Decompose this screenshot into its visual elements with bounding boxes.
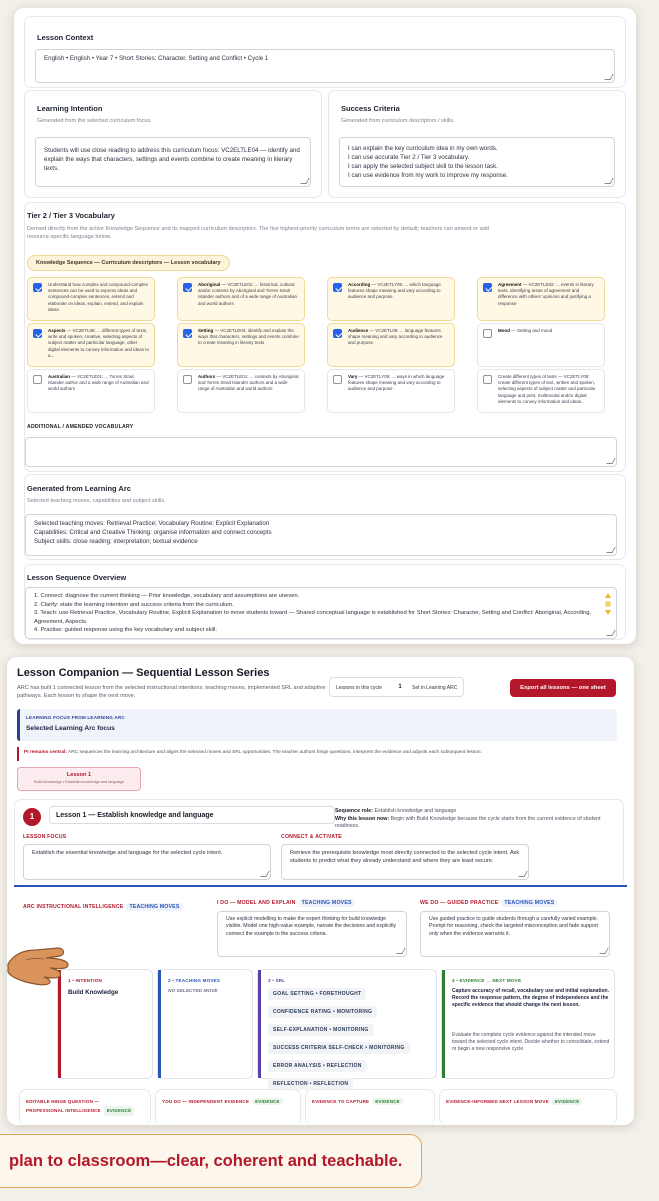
- teaching-moves-label: 2 • TEACHING MOVES: [168, 978, 221, 983]
- vocab-checkbox[interactable]: [33, 283, 42, 292]
- i-do-field[interactable]: Use explicit modelling to make the expert thinking for build knowledge visible. Model one high-value example, narrate the decisions and explicitly connect the example to the success criteria.: [217, 911, 407, 957]
- srl-chip: SELF-EXPLANATION • MONITORING: [268, 1024, 374, 1036]
- lesson-companion-card: [7, 657, 634, 1125]
- companion-description: ARC has built 1 connected lesson from the selected instructional intentions, teaching moves, implemented SRL and adaptive pathways. Each lesson to shape the next move.: [17, 685, 326, 699]
- vocab-description: — VC2ETLE01: ... contexts by Aboriginal and Torres Strait Islander authors and a wide range of Australian and world authors: [198, 374, 299, 392]
- vocab-card[interactable]: [27, 369, 155, 413]
- lesson-sequence-section: [24, 564, 626, 640]
- vocab-checkbox[interactable]: [483, 375, 492, 384]
- evidence-bar: [442, 970, 445, 1078]
- vocab-card[interactable]: [177, 323, 305, 367]
- connect-activate-label: CONNECT & ACTIVATE: [281, 834, 342, 840]
- hinge-text-2: PROFESSIONAL INTELLIGENCE: [26, 1108, 101, 1113]
- scroll-down-arrow-icon[interactable]: [605, 610, 611, 615]
- vocab-term: Australian: [48, 374, 71, 379]
- vocab-description: — Setting and mood: [510, 328, 553, 333]
- vocab-checkbox[interactable]: [183, 283, 192, 292]
- evidence-bold: Capture accuracy of recall, vocabulary use and initial explanation. Record the response pattern, the degree of independence and the specific evidence that should change the next lesson.: [452, 988, 609, 1008]
- footer-banner-text: plan to classroom—clear, coherent and teachable.: [9, 1152, 403, 1170]
- learning-focus-kicker: LEARNING FOCUS FROM LEARNING ARC: [26, 715, 125, 720]
- lesson-tab-title: Lesson 1: [66, 772, 92, 778]
- vocab-term: Aboriginal: [198, 282, 221, 287]
- arc-intelligence-text: ARC INSTRUCTIONAL INTELLIGENCE: [23, 904, 124, 910]
- lesson-sequence-title: Lesson Sequence Overview: [27, 573, 127, 582]
- additional-vocabulary-label: ADDITIONAL / AMENDED VOCABULARY: [27, 424, 134, 430]
- central-note-text: ARC sequences the learning architecture and aligns the selected moves and SRL opportunities. The teacher authors hinge questions, interprets the evidence and adjusts each subsequent lesson.: [66, 750, 482, 755]
- connect-activate-field[interactable]: Retrieve the prerequisite knowledge most directly connected to the selected cycle intent. Ask students to predict what they already understand and where they are least secure.: [281, 844, 529, 880]
- vocab-term: Mood: [498, 328, 510, 333]
- lesson-tab-sub: Build knowledge • Establish knowledge and language: [34, 780, 124, 784]
- next-move-label: [446, 1098, 582, 1105]
- evidence-capture-box: [305, 1089, 435, 1125]
- evidence-capture-text: EVIDENCE TO CAPTURE: [312, 1099, 370, 1104]
- srl-chip: ERROR ANALYSIS • REFLECTION: [268, 1060, 367, 1072]
- vocab-card[interactable]: [327, 277, 455, 321]
- vocabulary-section: [24, 202, 626, 472]
- you-do-box: [155, 1089, 301, 1125]
- learning-intention-section: [24, 90, 322, 198]
- i-do-label: [217, 899, 355, 907]
- we-do-field[interactable]: Use guided practice to guide students through a carefully varied example. Prompt for reasoning, check the targeted misconception and fade support only when the evidence warrants it.: [420, 911, 610, 957]
- we-do-text: WE DO — GUIDED PRACTICE: [420, 900, 499, 906]
- vocab-term: Vary: [348, 374, 358, 379]
- intention-label: 1 • INTENTION: [68, 978, 103, 983]
- vocab-card[interactable]: [477, 369, 605, 413]
- lesson-focus-field[interactable]: Establish the essential knowledge and language for the selected cycle intent.: [23, 844, 271, 880]
- vocab-checkbox[interactable]: [483, 329, 492, 338]
- lessons-count-box: [329, 677, 464, 697]
- learning-intention-field[interactable]: Students will use close reading to address this curriculum focus: VC2ELTLE04 — identify and explain the ways that characters, settings and events combine to create meaning in literary texts.: [35, 137, 311, 187]
- lesson-number-badge: 1: [23, 808, 41, 826]
- success-criteria-section: [328, 90, 626, 198]
- lesson-context-section: [24, 16, 626, 88]
- vocab-checkbox[interactable]: [333, 375, 342, 384]
- lesson-tab-1[interactable]: [17, 767, 141, 791]
- srl-chip: REFLECTION • REFLECTION: [268, 1078, 353, 1090]
- additional-vocabulary-field[interactable]: [25, 437, 617, 467]
- srl-chip-list: [268, 988, 410, 1096]
- learning-arc-title: Generated from Learning Arc: [27, 484, 131, 493]
- pointing-hand-icon: [6, 936, 76, 988]
- vocab-term: Agreement: [498, 282, 522, 287]
- vocab-description: — VC2ETLE02: ... events in literary texts, identifying areas of agreement and difference with others' opinions and justifying a response: [498, 282, 594, 306]
- lesson-1-panel: [14, 799, 624, 887]
- vocab-checkbox[interactable]: [183, 329, 192, 338]
- lesson-focus-label: LESSON FOCUS: [23, 834, 67, 840]
- vocab-card[interactable]: [27, 277, 155, 321]
- srl-chip: GOAL SETTING • FORETHOUGHT: [268, 988, 366, 1000]
- vocab-description: — VC2ETLY05: ... which language features shape meaning and vary according to audience and purpose: [348, 282, 441, 300]
- success-criteria-field[interactable]: I can explain the key curriculum idea in my own words. I can use accurate Tier 2 / Tier 3 vocabulary. I can apply the selected subject skill to the lesson task. I can use evidence from my work to improve my response.: [339, 137, 615, 187]
- vocab-card[interactable]: [177, 369, 305, 413]
- vocab-term: Setting: [198, 328, 214, 333]
- we-do-tag: TEACHING MOVES: [501, 899, 557, 907]
- vocab-checkbox[interactable]: [183, 375, 192, 384]
- evidence-capture-label: [312, 1098, 403, 1105]
- srl-chip: SUCCESS CRITERIA SELF-CHECK • MONITORING: [268, 1042, 410, 1054]
- hinge-evidence-tag: EVIDENCE: [104, 1106, 135, 1116]
- srl-card: [257, 969, 437, 1087]
- you-do-evidence-tag: EVIDENCE: [252, 1098, 283, 1105]
- vocab-term: According: [348, 282, 371, 287]
- success-criteria-title: Success Criteria: [341, 104, 400, 113]
- evidence-label: 4 • EVIDENCE → NEXT MOVE: [452, 978, 522, 983]
- hinge-text: EDITABLE HINGE QUESTION —: [26, 1099, 100, 1104]
- lesson-context-title: Lesson Context: [37, 33, 94, 42]
- evidence-text: Evaluate the complete cycle evidence against the intended move toward the selected cycle intent. Decide whether to consolidate, extend or begin a new responsive cycle.: [452, 1032, 610, 1052]
- teaching-moves-bar: [158, 970, 161, 1078]
- i-do-text: I DO — MODEL AND EXPLAIN: [217, 900, 296, 906]
- vocab-term: Aspects: [48, 328, 66, 333]
- vocabulary-title: Tier 2 / Tier 3 Vocabulary: [27, 211, 115, 220]
- sequence-role-label: Sequence role:: [335, 808, 373, 814]
- vocab-term: Audience: [348, 328, 369, 333]
- why-lesson-label: Why this lesson now:: [335, 815, 390, 822]
- success-criteria-subtitle: Generated from curriculum descriptors / skills.: [341, 118, 455, 124]
- lesson-sequence-field[interactable]: 1. Connect: diagnose the current thinking — Prior knowledge, vocabulary and assumptions are uneven. 2. Clarify: state the learning intention and success criteria from the curriculum. 3. Teach: use Retrieval Practice, Vocabulary Routine, Explicit Explanation to move students toward — Shared conceptual language is established for Short Stories: Character, Setting and Conflict: Aboriginal, According, Agreement, Aspects. 4. Practise: guided response using the key vocabulary and subject skill.: [25, 587, 617, 639]
- vocab-checkbox[interactable]: [333, 329, 342, 338]
- vocab-description: Create different types of texts — VC2ETLY08: create different types of text, written and spoken, selecting aspects of subject matter and particular language and print, multimodal and/or digital elements to convey information and ideas...: [498, 374, 596, 404]
- vocab-description: — VC2ETLE01: ... Torres Strait Islander author and a wide range of Australian and world authors: [48, 374, 149, 392]
- learning-arc-section: [24, 474, 626, 560]
- vocab-description: — VC2ETL08: ... different types of texts, write and spoken, creative, selecting aspects of subject matter and particular language, other digital elements to convey information and ideas to a...: [48, 328, 150, 358]
- knowledge-sequence-pill: Knowledge Sequence — Curriculum descriptors — Lesson vocabulary: [27, 255, 230, 271]
- next-move-evidence-tag: EVIDENCE: [552, 1098, 583, 1105]
- srl-bar: [258, 970, 261, 1078]
- vocab-description: — VC2ETLE01: ... historical, cultural and/or contexts by Aboriginal and Torres Strait Islander authors and of a wide range of Australian and world authors: [198, 282, 298, 306]
- vocab-card[interactable]: [177, 277, 305, 321]
- vocab-checkbox[interactable]: [483, 283, 492, 292]
- sequence-role-value: Establish knowledge and language: [372, 808, 457, 814]
- arc-intelligence-label: [23, 903, 183, 911]
- we-do-label: [420, 899, 557, 907]
- next-move-box: [439, 1089, 617, 1125]
- learning-arc-field[interactable]: Selected teaching moves: Retrieval Practice; Vocabulary Routine; Explicit Explanation Capabilities: Critical and Creative Thinking: organise information and connect concepts Subject skills: close reading; interpretation; textual evidence: [25, 514, 617, 556]
- vocab-term: Authors: [198, 374, 216, 379]
- vocab-checkbox[interactable]: [33, 375, 42, 384]
- central-note: [17, 747, 617, 761]
- vocab-checkbox[interactable]: [333, 283, 342, 292]
- why-lesson-value: Begin with Build Knowledge because the cycle starts from the current evidence of student readiness.: [335, 815, 601, 829]
- evidence-card: [441, 969, 615, 1079]
- i-do-tag: TEACHING MOVES: [299, 899, 355, 907]
- lessons-count-label: Lessons in this cycle: [336, 685, 382, 691]
- lesson-context-field[interactable]: English • English • Year 7 • Short Stories: Character, Setting and Conflict • Cycle 1: [35, 49, 615, 83]
- vocab-card[interactable]: [327, 369, 455, 413]
- learning-arc-subtitle: Selected teaching moves, capabilities and subject skills.: [27, 498, 166, 504]
- teaching-moves-value: NO SELECTED MOVE: [168, 989, 218, 994]
- lessons-count-value[interactable]: 1: [398, 683, 402, 690]
- vocab-description: — VC2ETLE04: identify and explain the ways that characters, settings and events combine to create meaning in literary texts: [198, 328, 299, 346]
- central-note-strong: PI remains central:: [24, 750, 67, 755]
- vocab-card[interactable]: [477, 323, 605, 367]
- vocab-description: — VC2ETL05: ... language features shape meaning and vary according to audience and purpose: [348, 328, 443, 346]
- next-move-text: EVIDENCE-INFORMED NEXT LESSON MOVE: [446, 1099, 549, 1104]
- vocab-card[interactable]: [477, 277, 605, 321]
- blue-divider: [14, 885, 627, 887]
- learning-focus-box: [17, 709, 617, 741]
- sequence-role: [335, 808, 605, 831]
- set-in-arc-label: Set in Learning ARC: [412, 685, 458, 691]
- vocab-description: Understand how complex and compound-complex sentences can be used to express ideas and compound-complex sentences, extend and elaborate on ideas, explain, extend, and explain ideas.: [48, 282, 149, 312]
- lesson-title-field[interactable]: Lesson 1 — Establish knowledge and language: [49, 806, 335, 824]
- hinge-label: [26, 1098, 134, 1116]
- vocabulary-subtitle: Derived directly from the active Knowledge Sequence and its mapped curriculum descriptors. The five highest-priority curriculum terms are selected by default; teachers can amend or add resource-specific language below.: [27, 226, 489, 240]
- hinge-question-box: [19, 1089, 151, 1125]
- teaching-moves-card: [157, 969, 253, 1079]
- srl-chip: CONFIDENCE RATING • MONITORING: [268, 1006, 377, 1018]
- srl-label: 3 • SRL: [268, 978, 286, 983]
- vocab-card[interactable]: [327, 323, 455, 367]
- vocab-checkbox[interactable]: [33, 329, 42, 338]
- arc-intelligence-tag: TEACHING MOVES: [126, 903, 182, 911]
- lesson-planner-card: [14, 8, 636, 644]
- learning-intention-title: Learning Intention: [37, 104, 103, 113]
- learning-focus-title: Selected Learning Arc focus: [26, 725, 115, 732]
- vocab-card[interactable]: [27, 323, 155, 367]
- export-all-button[interactable]: Export all lessons — one sheet: [510, 679, 616, 697]
- intention-value: Build Knowledge: [68, 989, 119, 996]
- you-do-label: [162, 1098, 283, 1105]
- evidence-capture-tag: EVIDENCE: [372, 1098, 403, 1105]
- scroll-up-arrow-icon[interactable]: [605, 593, 611, 598]
- companion-title: Lesson Companion — Sequential Lesson Series: [17, 667, 270, 679]
- learning-intention-subtitle: Generated from the selected curriculum focus.: [37, 118, 152, 124]
- scroll-thumb[interactable]: [605, 601, 611, 607]
- you-do-text: YOU DO — INDEPENDENT EVIDENCE: [162, 1099, 250, 1104]
- footer-banner: [0, 1134, 422, 1188]
- vocab-description: — VC2ETLY05: ... ways in which language features shape meaning and vary according to audience and purpose: [348, 374, 445, 392]
